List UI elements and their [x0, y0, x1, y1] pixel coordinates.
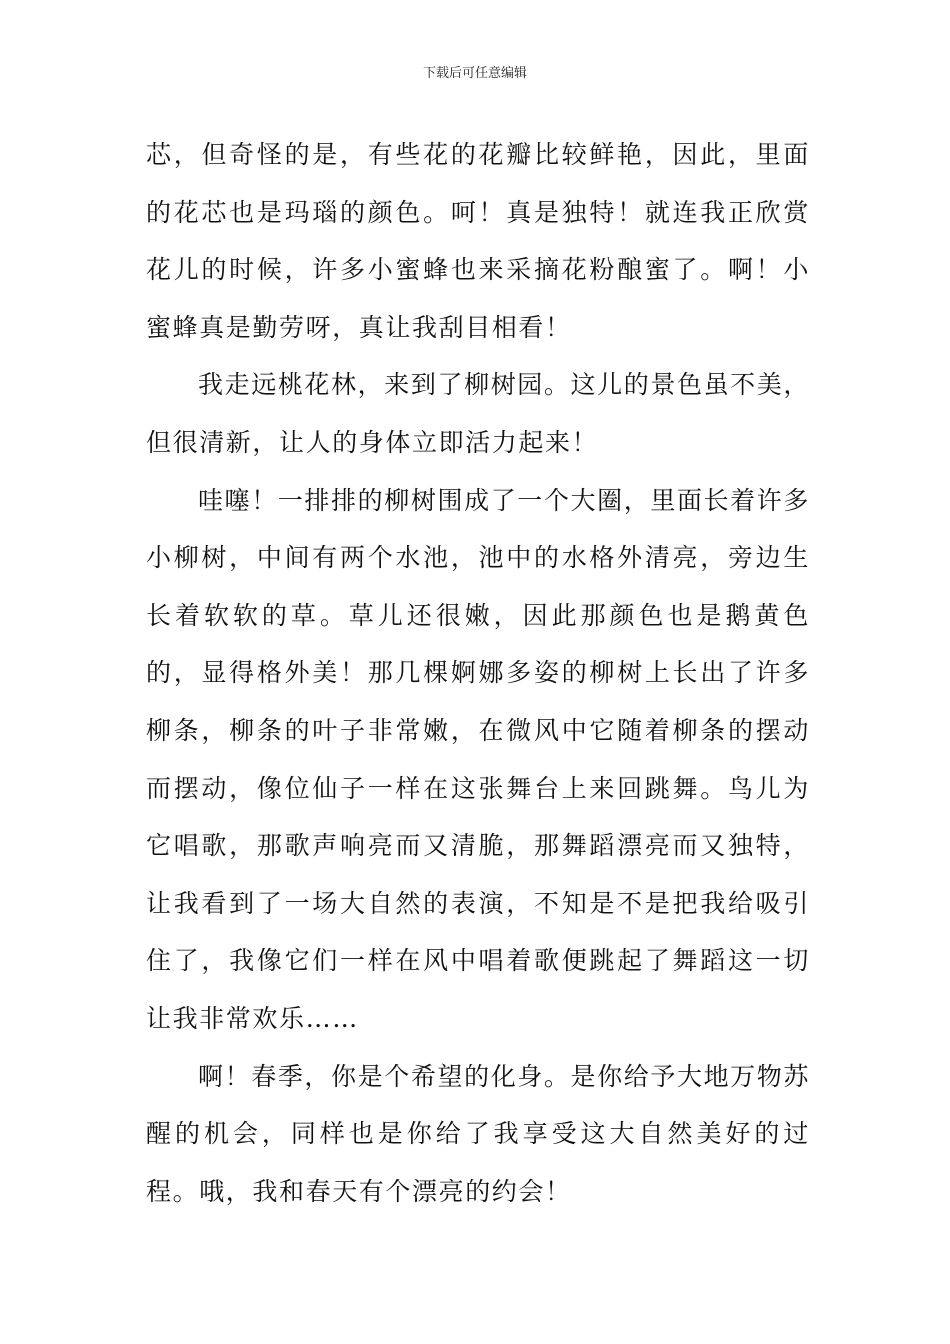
paragraph-1: 芯，但奇怪的是，有些花的花瓣比较鲜艳，因此，里面的花芯也是玛瑙的颜色。呵！真是独特！就连我正欣赏花儿的时候，许多小蜜蜂也来采摘花粉酿蜜了。啊！小蜜蜂真是勤劳呀，真让我刮目相看！ [146, 140, 810, 342]
paragraph-2: 我走远桃花林，来到了柳树园。这儿的景色虽不美，但很清新，让人的身体立即活力起来！ [146, 370, 810, 457]
paragraph-4: 啊！春季，你是个希望的化身。是你给予大地万物苏醒的机会，同样也是你给了我享受这大自然美好的过程。哦，我和春天有个漂亮的约会！ [146, 1061, 810, 1206]
paragraph-3: 哇噻！一排排的柳树围成了一个大圈，里面长着许多小柳树，中间有两个水池，池中的水格外清亮，旁边生长着软软的草。草儿还很嫩，因此那颜色也是鹅黄色的，显得格外美！那几棵婀娜多姿的柳树上长出了许多柳条，柳条的叶子非常嫩，在微风中它随着柳条的摆动而摆动，像位仙子一样在这张舞台上来回跳舞。鸟儿为它唱歌，那歌声响亮而又清脆，那舞蹈漂亮而又独特，让我看到了一场大自然的表演，不知是不是把我给吸引住了，我像它们一样在风中唱着歌便跳起了舞蹈这一切让我非常欢乐…… [146, 485, 810, 1033]
page-header: 下载后可任意编辑 [422, 66, 527, 81]
document-body [146, 126, 810, 1220]
